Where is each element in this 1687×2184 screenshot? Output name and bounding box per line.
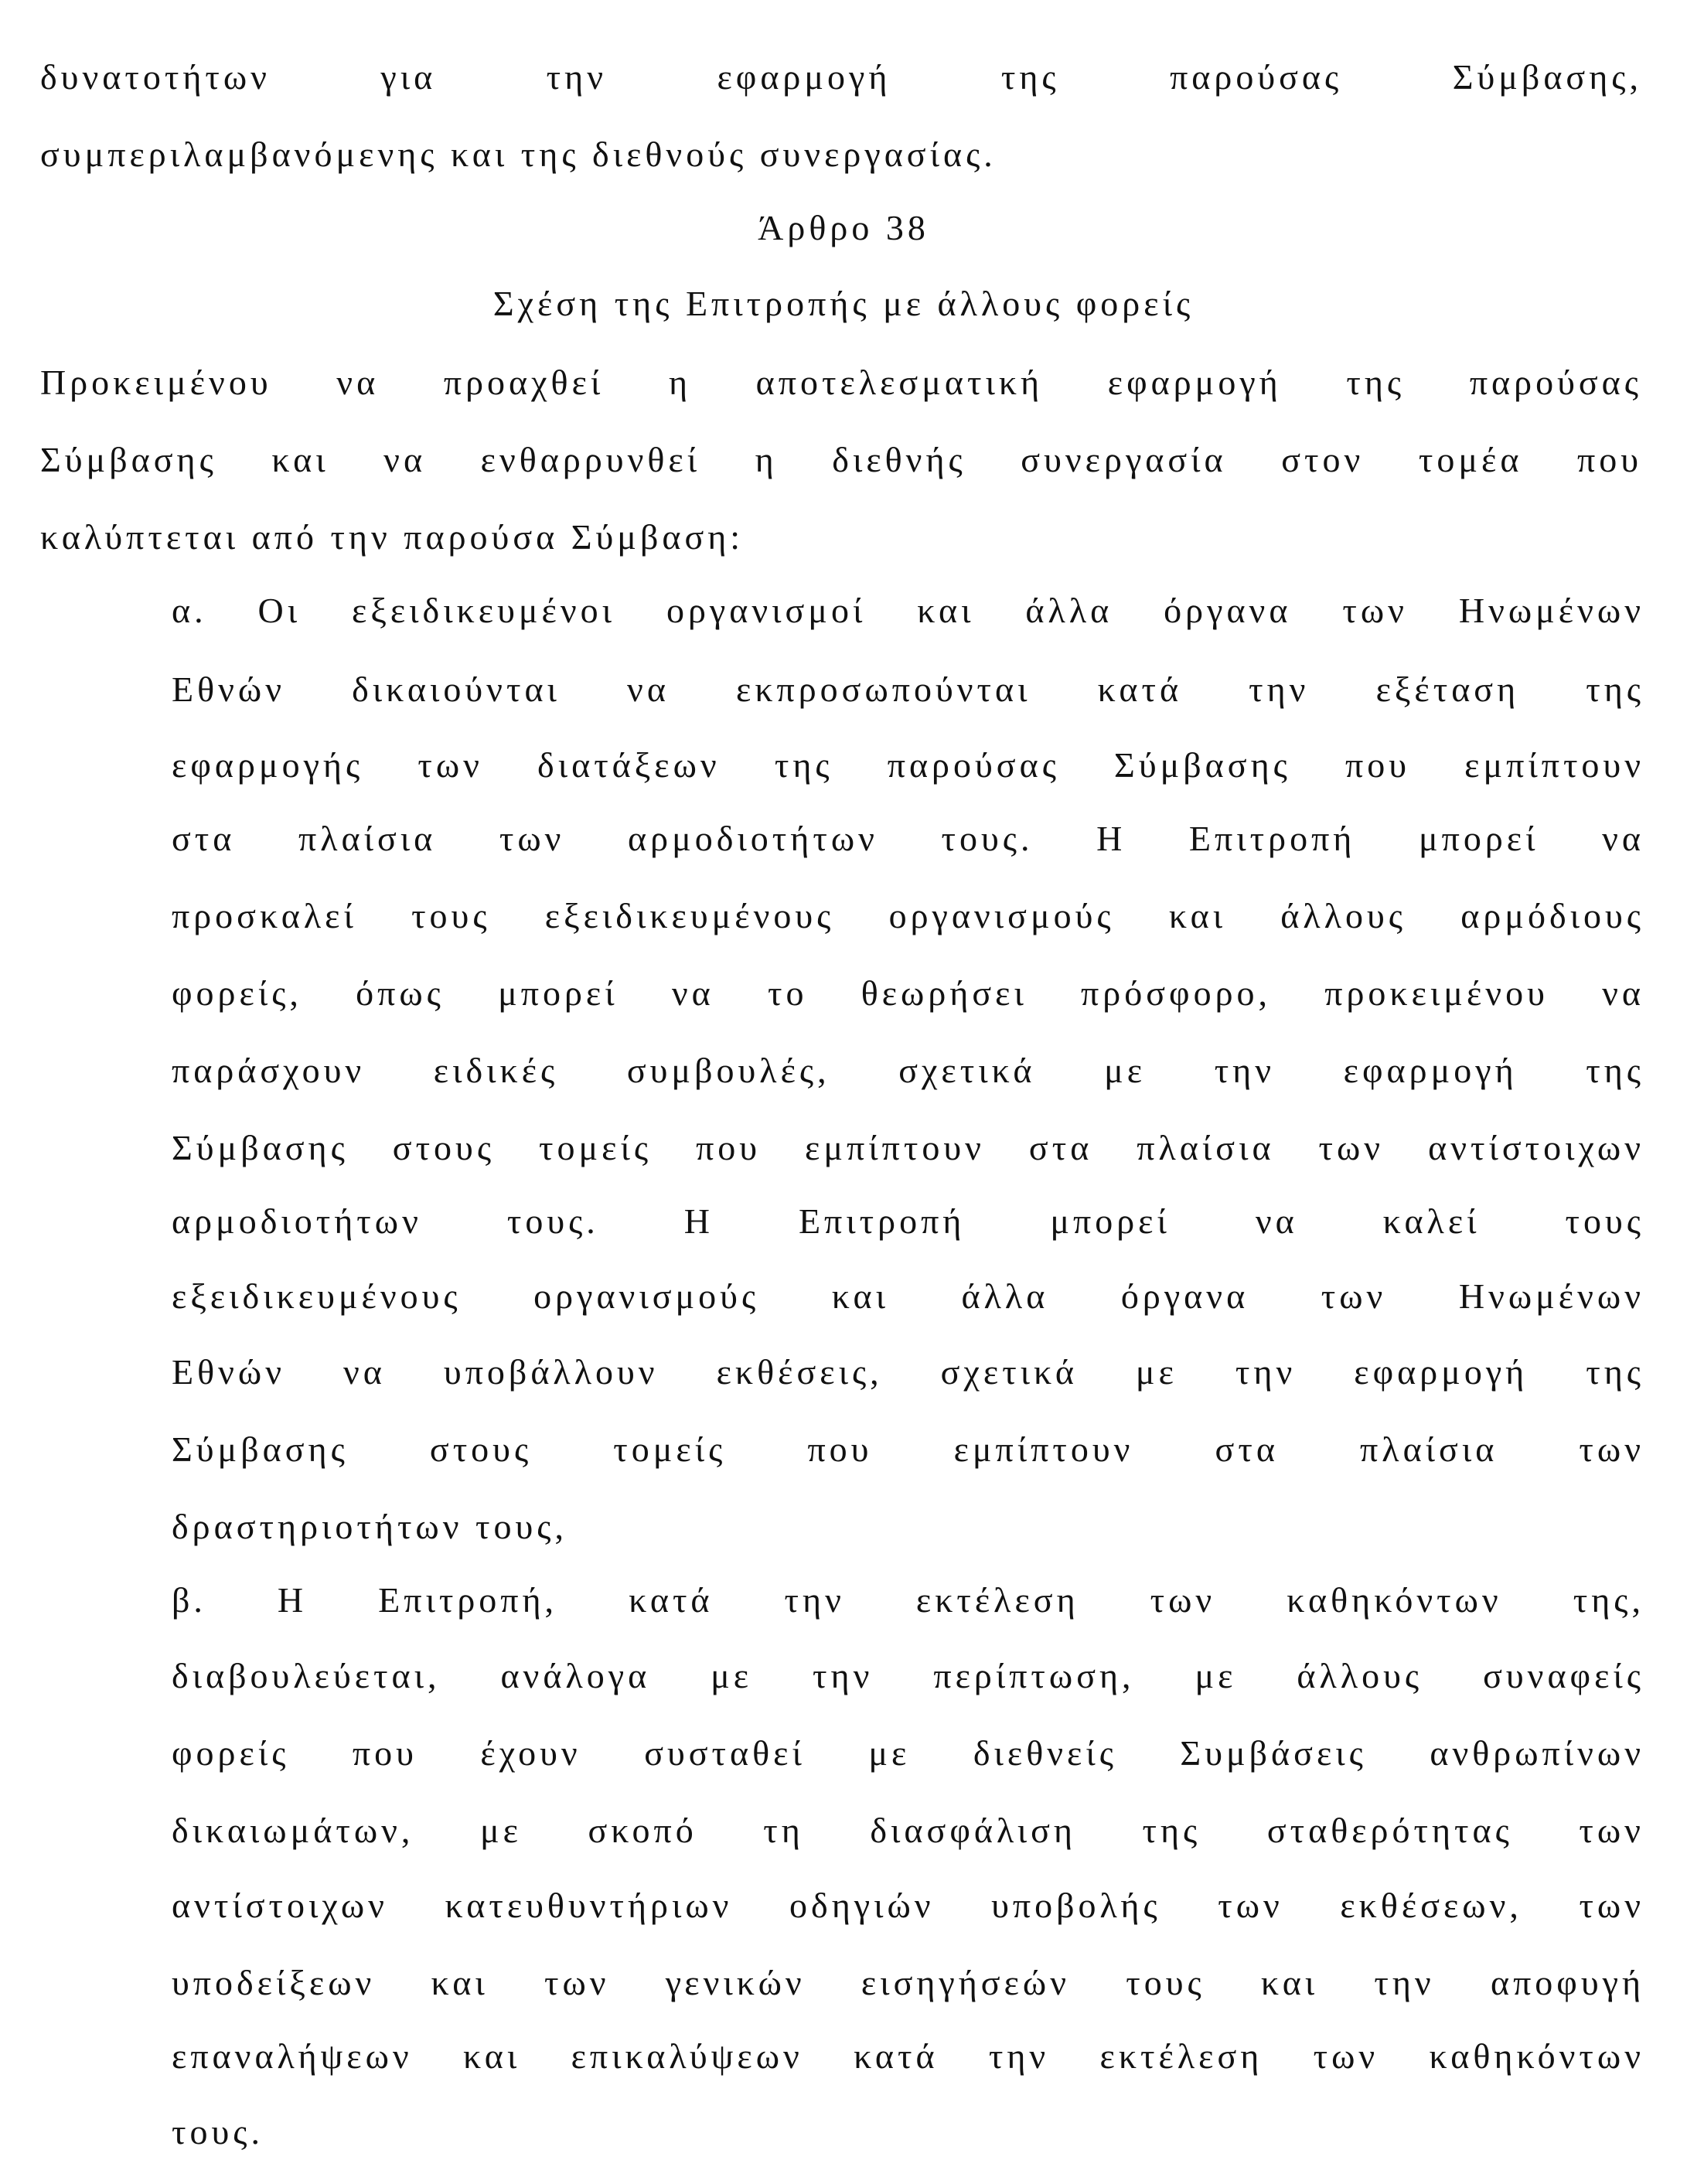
item-a-line: εφαρμογής των διατάξεων της παρούσας Σύμβασης που εμπίπτουν xyxy=(172,745,1644,785)
article-title: Σχέση της Επιτροπής με άλλους φορείς xyxy=(492,284,1195,323)
item-a-line: αρμοδιοτήτων τους. Η Επιτροπή μπορεί να καλεί τους xyxy=(172,1201,1644,1241)
item-a-line: Σύμβασης στους τομείς που εμπίπτουν στα πλαίσια των xyxy=(172,1429,1644,1469)
preamble-line: καλύπτεται από την παρούσα Σύμβαση: xyxy=(40,517,745,557)
item-b-line: υποδείξεων και των γενικών εισηγήσεών τους και την αποφυγή xyxy=(172,1963,1644,2002)
item-a-line: Σύμβασης στους τομείς που εμπίπτουν στα πλαίσια των αντίστοιχων xyxy=(172,1128,1644,1167)
item-b-line: τους. xyxy=(172,2112,264,2152)
item-b-line: διαβουλεύεται, ανάλογα με την περίπτωση, με άλλους συναφείς xyxy=(172,1656,1644,1695)
article-number: Άρθρο 38 xyxy=(758,208,929,247)
item-a-line: προσκαλεί τους εξειδικευμένους οργανισμούς και άλλους αρμόδιους xyxy=(172,896,1644,935)
intro-line: δυνατοτήτων για την εφαρμογή της παρούσας Σύμβασης, xyxy=(40,57,1642,97)
preamble-line: Προκειμένου να προαχθεί η αποτελεσματική εφαρμογή της παρούσας xyxy=(40,363,1642,402)
item-a-line: στα πλαίσια των αρμοδιοτήτων τους. Η Επιτροπή μπορεί να xyxy=(172,819,1644,858)
intro-line: συμπεριλαμβανόμενης και της διεθνούς συνεργασίας. xyxy=(40,135,997,174)
item-a-line: Εθνών να υποβάλλουν εκθέσεις, σχετικά με την εφαρμογή της xyxy=(172,1352,1644,1392)
item-a-line: φορείς, όπως μπορεί να το θεωρήσει πρόσφορο, προκειμένου να xyxy=(172,973,1644,1013)
item-b-line: δικαιωμάτων, με σκοπό τη διασφάλιση της σταθερότητας των xyxy=(172,1811,1644,1850)
item-a-line: α. Οι εξειδικευμένοι οργανισμοί και άλλα όργανα των Ηνωμένων xyxy=(172,591,1644,630)
preamble-line: Σύμβασης και να ενθαρρυνθεί η διεθνής συνεργασία στον τομέα που xyxy=(40,440,1642,479)
item-a-line: εξειδικευμένους οργανισμούς και άλλα όργανα των Ηνωμένων xyxy=(172,1276,1644,1316)
item-a-line: Εθνών δικαιούνται να εκπροσωπούνται κατά την εξέταση της xyxy=(172,670,1644,709)
item-b-line: φορείς που έχουν συσταθεί με διεθνείς Συμβάσεις ανθρωπίνων xyxy=(172,1733,1644,1773)
item-b-line: επαναλήψεων και επικαλύψεων κατά την εκτέλεση των καθηκόντων xyxy=(172,2036,1644,2076)
item-a-line: παράσχουν ειδικές συμβουλές, σχετικά με την εφαρμογή της xyxy=(172,1051,1644,1090)
item-b-line: β. Η Επιτροπή, κατά την εκτέλεση των καθηκόντων της, xyxy=(172,1580,1644,1620)
item-b-line: αντίστοιχων κατευθυντήριων οδηγιών υποβολής των εκθέσεων, των xyxy=(172,1886,1644,1925)
item-a-line: δραστηριοτήτων τους, xyxy=(172,1507,567,1546)
